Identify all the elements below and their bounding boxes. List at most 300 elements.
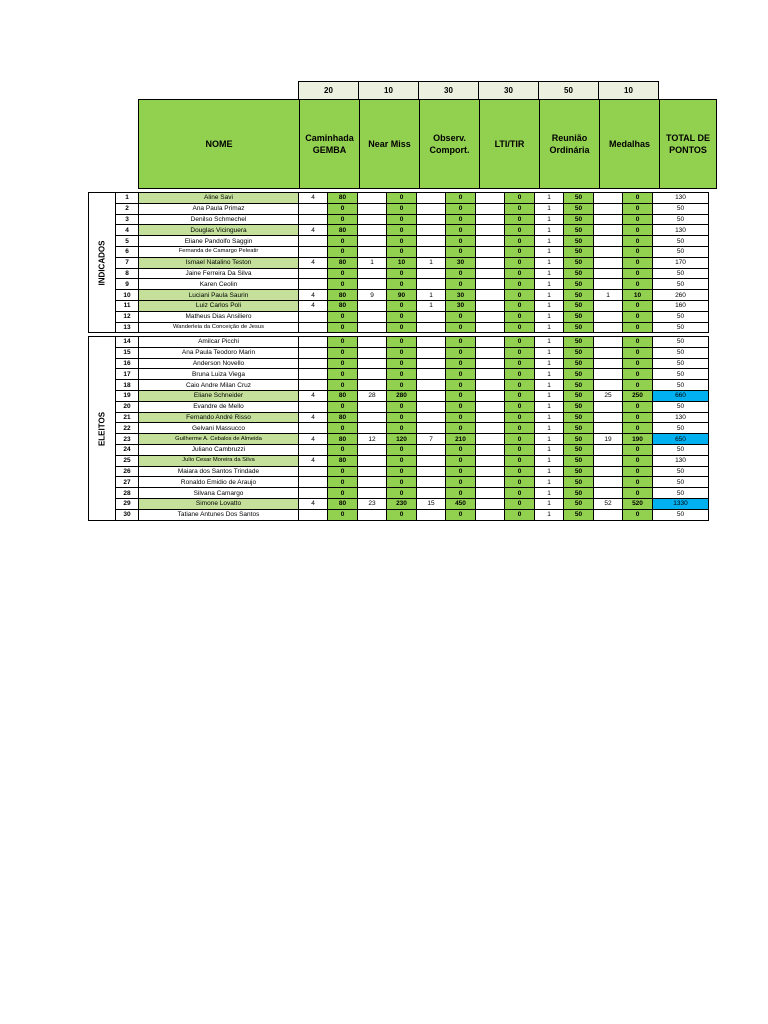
medalhas-points: 0 [623,412,653,423]
row-name: Eliane Pandolfo Saggin [139,236,299,247]
lti-points: 0 [505,498,535,509]
observ-points: 0 [446,423,476,434]
row-number: 20 [116,401,139,412]
row-number: 10 [116,290,139,301]
row-name: Simone Lovatto [139,498,299,509]
weight-reuniao: 50 [539,82,599,100]
medalhas-points: 0 [623,380,653,391]
row-total: 160 [653,300,709,311]
lti-qty [476,236,505,247]
lti-points: 0 [505,412,535,423]
table-row [116,477,709,488]
row-name: Luiz Carlos Poli [139,300,299,311]
row-number: 19 [116,390,139,401]
medalhas-qty [594,488,623,499]
observ-points: 0 [446,225,476,236]
observ-points: 0 [446,214,476,225]
observ-qty [417,236,446,247]
near-miss-qty [358,337,387,348]
lti-points: 0 [505,358,535,369]
lti-points: 0 [505,380,535,391]
gemba-points: 0 [328,347,358,358]
table-row [116,236,709,247]
gemba-points: 80 [328,225,358,236]
row-name: Ismael Natalino Teston [139,257,299,268]
header-near-miss: Near Miss [360,100,420,189]
near-miss-points: 90 [387,290,417,301]
table-row [116,214,709,225]
lti-qty [476,455,505,466]
observ-points: 0 [446,455,476,466]
table-row [116,268,709,279]
near-miss-qty [358,236,387,247]
observ-qty [417,225,446,236]
near-miss-points: 0 [387,401,417,412]
observ-qty [417,193,446,204]
row-total: 1330 [653,498,709,509]
medalhas-points: 0 [623,300,653,311]
gemba-points: 80 [328,455,358,466]
observ-points: 0 [446,236,476,247]
lti-points: 0 [505,390,535,401]
observ-qty [417,214,446,225]
reuniao-qty: 1 [535,225,564,236]
observ-points: 0 [446,246,476,257]
lti-points: 0 [505,488,535,499]
lti-qty [476,498,505,509]
gemba-qty [299,488,328,499]
group-label-eleitos: ELEITOS [88,336,115,521]
reuniao-points: 50 [564,322,594,333]
near-miss-qty [358,423,387,434]
gemba-points: 0 [328,444,358,455]
row-number: 5 [116,236,139,247]
lti-points: 0 [505,300,535,311]
gemba-points: 80 [328,434,358,445]
lti-qty [476,401,505,412]
medalhas-points: 0 [623,369,653,380]
lti-qty [476,466,505,477]
lti-qty [476,300,505,311]
row-name: Fernanda de Camargo Peleatir [139,246,299,257]
row-total: 260 [653,290,709,301]
weights-row [298,81,659,100]
row-number: 6 [116,246,139,257]
table-row [116,203,709,214]
lti-points: 0 [505,225,535,236]
medalhas-qty: 25 [594,390,623,401]
medalhas-points: 250 [623,390,653,401]
row-total: 50 [653,358,709,369]
lti-points: 0 [505,466,535,477]
row-total: 50 [653,214,709,225]
reuniao-qty: 1 [535,509,564,520]
medalhas-qty [594,477,623,488]
observ-points: 0 [446,203,476,214]
lti-qty [476,509,505,520]
reuniao-qty: 1 [535,498,564,509]
near-miss-qty [358,300,387,311]
row-number: 3 [116,214,139,225]
medalhas-qty: 19 [594,434,623,445]
near-miss-points: 0 [387,268,417,279]
row-total: 50 [653,509,709,520]
row-total: 130 [653,193,709,204]
near-miss-points: 0 [387,358,417,369]
row-name: Fernando André Risso [139,412,299,423]
near-miss-qty [358,193,387,204]
medalhas-qty [594,347,623,358]
observ-qty: 1 [417,300,446,311]
row-name: Gelvani Massucco [139,423,299,434]
observ-points: 30 [446,290,476,301]
lti-points: 0 [505,290,535,301]
medalhas-points: 0 [623,268,653,279]
row-number: 27 [116,477,139,488]
reuniao-qty: 1 [535,390,564,401]
reuniao-points: 50 [564,311,594,322]
lti-points: 0 [505,246,535,257]
near-miss-qty: 28 [358,390,387,401]
reuniao-qty: 1 [535,423,564,434]
lti-qty [476,290,505,301]
observ-qty [417,347,446,358]
medalhas-qty [594,466,623,477]
observ-points: 210 [446,434,476,445]
medalhas-qty [594,257,623,268]
near-miss-points: 0 [387,300,417,311]
near-miss-points: 0 [387,214,417,225]
row-number: 25 [116,455,139,466]
lti-qty [476,337,505,348]
near-miss-points: 0 [387,236,417,247]
medalhas-qty [594,423,623,434]
medalhas-points: 520 [623,498,653,509]
observ-qty: 1 [417,290,446,301]
table-row [116,488,709,499]
table-row [116,300,709,311]
observ-qty [417,488,446,499]
observ-qty [417,455,446,466]
table-indicados [115,192,709,333]
gemba-qty [299,401,328,412]
gemba-qty: 4 [299,193,328,204]
lti-points: 0 [505,257,535,268]
medalhas-points: 0 [623,214,653,225]
medalhas-points: 0 [623,444,653,455]
medalhas-qty [594,246,623,257]
near-miss-qty: 9 [358,290,387,301]
reuniao-qty: 1 [535,203,564,214]
weight-medalhas: 10 [599,82,659,100]
table-row [116,322,709,333]
row-name: Eliane Schneider [139,390,299,401]
reuniao-qty: 1 [535,337,564,348]
row-name: Caio Andre Milan Cruz [139,380,299,391]
lti-qty [476,380,505,391]
near-miss-qty [358,214,387,225]
row-number: 13 [116,322,139,333]
medalhas-qty [594,358,623,369]
lti-qty [476,246,505,257]
row-name: Anderson Novello [139,358,299,369]
gemba-points: 0 [328,401,358,412]
gemba-qty [299,466,328,477]
table-row [116,434,709,445]
row-total: 130 [653,455,709,466]
gemba-qty [299,380,328,391]
table-row [116,509,709,520]
medalhas-points: 0 [623,423,653,434]
near-miss-qty [358,380,387,391]
near-miss-qty [358,455,387,466]
medalhas-points: 0 [623,401,653,412]
table-row [116,279,709,290]
lti-qty [476,488,505,499]
reuniao-points: 50 [564,434,594,445]
reuniao-qty: 1 [535,300,564,311]
gemba-points: 0 [328,477,358,488]
gemba-points: 0 [328,322,358,333]
table-row [116,412,709,423]
medalhas-qty [594,214,623,225]
reuniao-qty: 1 [535,347,564,358]
observ-qty [417,203,446,214]
medalhas-points: 0 [623,488,653,499]
lti-qty [476,214,505,225]
header-observ: Observ. Comport. [420,100,480,189]
lti-qty [476,390,505,401]
row-number: 21 [116,412,139,423]
gemba-qty [299,423,328,434]
header-caminhada: Caminhada GEMBA [300,100,360,189]
lti-qty [476,322,505,333]
gemba-qty [299,246,328,257]
lti-points: 0 [505,203,535,214]
near-miss-points: 0 [387,477,417,488]
lti-qty [476,279,505,290]
table-row [116,498,709,509]
row-name: Wanderleia da Conceição de Jesus [139,322,299,333]
observ-points: 0 [446,347,476,358]
reuniao-qty: 1 [535,488,564,499]
lti-points: 0 [505,434,535,445]
medalhas-qty [594,268,623,279]
lti-points: 0 [505,509,535,520]
medalhas-qty [594,455,623,466]
near-miss-points: 0 [387,203,417,214]
row-name: Amilcar Picchi [139,337,299,348]
table-row [116,311,709,322]
gemba-points: 80 [328,412,358,423]
table-row [116,193,709,204]
gemba-points: 80 [328,390,358,401]
gemba-qty [299,279,328,290]
observ-qty [417,246,446,257]
row-name: Tatiane Antunes Dos Santos [139,509,299,520]
reuniao-qty: 1 [535,444,564,455]
reuniao-points: 50 [564,488,594,499]
observ-points: 0 [446,477,476,488]
lti-qty [476,358,505,369]
medalhas-points: 10 [623,290,653,301]
lti-qty [476,225,505,236]
near-miss-qty [358,347,387,358]
gemba-points: 0 [328,279,358,290]
near-miss-points: 0 [387,322,417,333]
row-total: 50 [653,337,709,348]
observ-qty [417,401,446,412]
row-name: Aline Savi [139,193,299,204]
reuniao-qty: 1 [535,434,564,445]
reuniao-qty: 1 [535,358,564,369]
near-miss-points: 0 [387,369,417,380]
near-miss-qty [358,225,387,236]
near-miss-points: 0 [387,279,417,290]
table-row [116,390,709,401]
near-miss-qty [358,369,387,380]
medalhas-qty [594,225,623,236]
lti-qty [476,434,505,445]
lti-qty [476,423,505,434]
near-miss-qty [358,477,387,488]
observ-points: 30 [446,257,476,268]
gemba-points: 0 [328,311,358,322]
reuniao-points: 50 [564,401,594,412]
near-miss-points: 0 [387,225,417,236]
row-total: 50 [653,488,709,499]
row-name: Silvana Camargo [139,488,299,499]
reuniao-points: 50 [564,300,594,311]
reuniao-points: 50 [564,466,594,477]
row-name: Ana Paula Primaz [139,203,299,214]
gemba-qty: 4 [299,225,328,236]
observ-qty [417,311,446,322]
row-name: Douglas Vicinguera [139,225,299,236]
reuniao-qty: 1 [535,311,564,322]
row-total: 50 [653,444,709,455]
row-total: 50 [653,423,709,434]
gemba-qty [299,369,328,380]
row-number: 17 [116,369,139,380]
medalhas-qty [594,509,623,520]
weight-observ: 30 [419,82,479,100]
gemba-points: 0 [328,236,358,247]
lti-qty [476,347,505,358]
observ-qty: 1 [417,257,446,268]
near-miss-qty: 23 [358,498,387,509]
row-name: Juliano Cambruzzi [139,444,299,455]
observ-points: 30 [446,300,476,311]
row-total: 130 [653,225,709,236]
lti-qty [476,369,505,380]
reuniao-qty: 1 [535,455,564,466]
row-name: Bruna Luiza Viega [139,369,299,380]
medalhas-points: 0 [623,358,653,369]
medalhas-qty [594,203,623,214]
reuniao-points: 50 [564,412,594,423]
row-name: Ana Paula Teodoro Marin [139,347,299,358]
gemba-qty [299,337,328,348]
observ-qty [417,466,446,477]
table-row [116,444,709,455]
row-total: 50 [653,322,709,333]
near-miss-qty [358,401,387,412]
reuniao-points: 50 [564,358,594,369]
medalhas-qty [594,300,623,311]
reuniao-qty: 1 [535,268,564,279]
gemba-qty [299,311,328,322]
near-miss-points: 0 [387,423,417,434]
gemba-qty [299,477,328,488]
row-number: 2 [116,203,139,214]
gemba-qty: 4 [299,300,328,311]
medalhas-qty [594,369,623,380]
row-total: 50 [653,477,709,488]
table-row [116,380,709,391]
row-total: 50 [653,311,709,322]
row-total: 50 [653,380,709,391]
observ-points: 0 [446,488,476,499]
lti-points: 0 [505,444,535,455]
header-medalhas: Medalhas [600,100,660,189]
medalhas-qty: 52 [594,498,623,509]
medalhas-qty [594,236,623,247]
near-miss-points: 120 [387,434,417,445]
reuniao-qty: 1 [535,412,564,423]
row-number: 1 [116,193,139,204]
gemba-qty [299,358,328,369]
gemba-qty [299,509,328,520]
row-number: 7 [116,257,139,268]
gemba-points: 0 [328,268,358,279]
observ-qty [417,322,446,333]
medalhas-qty [594,322,623,333]
near-miss-qty: 1 [358,257,387,268]
gemba-qty [299,268,328,279]
near-miss-qty [358,358,387,369]
observ-qty [417,279,446,290]
observ-points: 0 [446,509,476,520]
row-number: 30 [116,509,139,520]
gemba-points: 0 [328,380,358,391]
near-miss-points: 0 [387,466,417,477]
medalhas-qty [594,279,623,290]
gemba-points: 0 [328,203,358,214]
row-total: 660 [653,390,709,401]
weight-caminhada: 20 [299,82,359,100]
reuniao-qty: 1 [535,214,564,225]
near-miss-qty: 12 [358,434,387,445]
row-number: 9 [116,279,139,290]
observ-qty [417,337,446,348]
reuniao-points: 50 [564,455,594,466]
table-row [116,466,709,477]
gemba-qty [299,236,328,247]
reuniao-points: 50 [564,509,594,520]
reuniao-qty: 1 [535,257,564,268]
near-miss-points: 0 [387,444,417,455]
gemba-qty: 4 [299,390,328,401]
medalhas-points: 0 [623,311,653,322]
lti-points: 0 [505,423,535,434]
reuniao-points: 50 [564,380,594,391]
medalhas-points: 0 [623,477,653,488]
gemba-points: 80 [328,290,358,301]
reuniao-points: 50 [564,369,594,380]
observ-points: 0 [446,337,476,348]
observ-points: 0 [446,369,476,380]
